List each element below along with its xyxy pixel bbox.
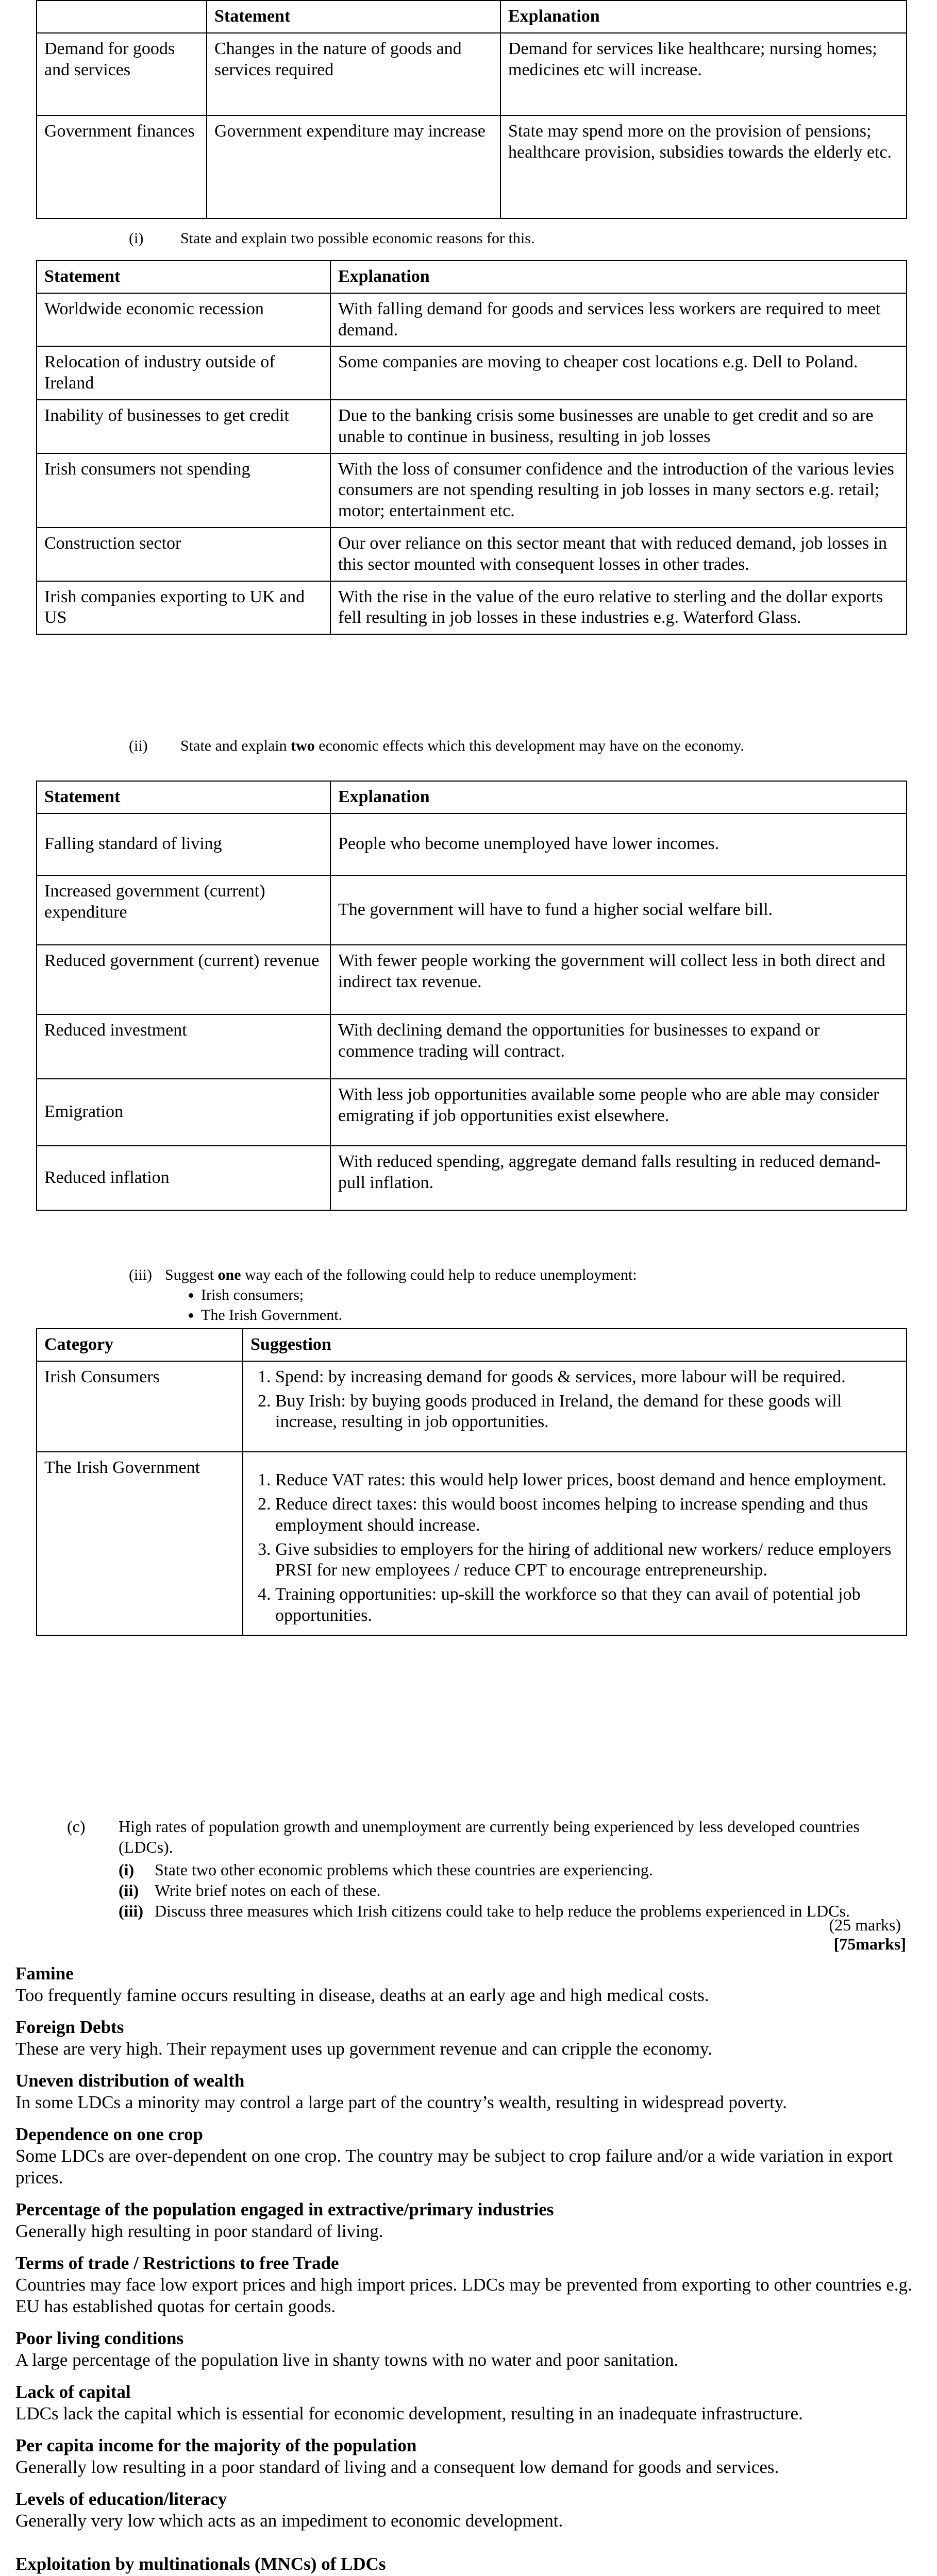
- table-cell: Irish companies exporting to UK and US: [37, 581, 330, 635]
- problem-heading: Poor living conditions: [15, 2328, 184, 2348]
- suggestion-list: [250, 1470, 899, 1626]
- question-text: economic effects which this development may have on the economy.: [314, 737, 744, 754]
- table-row: [37, 814, 907, 875]
- list-item: 3. Give subsidies to employers for the hiring of additional new workers/ reduce employers PRSI for new employees / reduce CPT to encourage entrepreneurship.: [275, 1539, 899, 1582]
- problem-item: [15, 2488, 912, 2532]
- table-cell: With fewer people working the government will collect less in both direct and indirect tax revenue.: [330, 945, 907, 1014]
- table-cell: Increased government (current) expenditure: [37, 875, 330, 945]
- table-cell: With falling demand for goods and services less workers are required to meet demand.: [330, 293, 907, 347]
- table-unemployment-reasons: [36, 260, 907, 635]
- table-header: Explanation: [330, 261, 907, 293]
- table-cell: The Irish Government: [37, 1452, 243, 1635]
- table-cell: [243, 1361, 907, 1452]
- table-cell: Changes in the nature of goods and services required: [207, 33, 500, 115]
- question-number: (iii): [119, 1902, 143, 1920]
- table-header: Statement: [37, 261, 330, 293]
- question-c: [67, 1816, 907, 1921]
- problem-item: [15, 2435, 912, 2478]
- problem-text: These are very high. Their repayment uses up government revenue and can cripple the economy.: [15, 2039, 712, 2059]
- table-header: Statement: [207, 1, 500, 33]
- question-label: (c): [67, 1817, 86, 1836]
- question-text: State and explain two possible economic reasons for this.: [180, 230, 535, 247]
- question-text-bold: two: [291, 737, 315, 754]
- problem-heading: Levels of education/literacy: [15, 2489, 227, 2509]
- problem-item: [15, 2016, 912, 2060]
- problem-text: Generally high resulting in poor standard of living.: [15, 2221, 383, 2241]
- table-cell: Irish consumers not spending: [37, 453, 330, 528]
- table-row: [37, 1014, 907, 1079]
- table-header: Explanation: [500, 1, 907, 33]
- table-row: [37, 875, 907, 945]
- table-cell: Irish Consumers: [37, 1361, 243, 1452]
- problem-item: [15, 2124, 912, 2189]
- question-text: Write brief notes on each of these.: [155, 1881, 381, 1900]
- problem-heading: Uneven distribution of wealth: [15, 2071, 245, 2091]
- table-row: [37, 1079, 907, 1146]
- table-cell: People who become unemployed have lower incomes.: [330, 814, 907, 875]
- question-text: way each of the following could help to reduce unemployment:: [241, 1266, 637, 1283]
- table-greying-effects: [36, 0, 907, 219]
- table-row: [37, 453, 907, 528]
- table-cell: State may spend more on the provision of pensions; healthcare provision, subsidies towards the elderly etc.: [500, 115, 907, 218]
- problem-heading: Foreign Debts: [15, 2017, 124, 2037]
- suggestion-list: [250, 1367, 899, 1433]
- table-unemployment-effects: [36, 781, 907, 1211]
- table-cell: Construction sector: [37, 528, 330, 581]
- list-item: 1. Reduce VAT rates: this would help lower prices, boost demand and hence employment.: [275, 1470, 899, 1491]
- table-cell: Worldwide economic recession: [37, 293, 330, 347]
- table-cell: Emigration: [37, 1079, 330, 1146]
- table-row: [37, 33, 907, 115]
- table-cell: Reduced investment: [37, 1014, 330, 1079]
- table-cell: Reduced government (current) revenue: [37, 945, 330, 1014]
- question-text: State two other economic problems which these countries are experiencing.: [155, 1860, 653, 1879]
- table-cell: [243, 1452, 907, 1635]
- problem-text: LDCs lack the capital which is essential for economic development, resulting in an inadequate infrastructure.: [15, 2403, 803, 2424]
- table-suggestions: [36, 1328, 907, 1636]
- table-row: [37, 400, 907, 453]
- problem-heading: Lack of capital: [15, 2382, 131, 2402]
- problem-item: [15, 2070, 912, 2113]
- problem-text: Generally low resulting in a poor standard of living and a consequent low demand for goods and services.: [15, 2457, 779, 2477]
- list-item: 2. Buy Irish: by buying goods produced in Ireland, the demand for these goods will increase, resulting in job opportunities.: [275, 1391, 899, 1433]
- list-item: • The Irish Government.: [201, 1305, 637, 1325]
- question-text-bold: one: [217, 1266, 241, 1283]
- question-number: (iii): [129, 1266, 152, 1283]
- problem-heading: Dependence on one crop: [15, 2124, 203, 2144]
- table-cell: With declining demand the opportunities for businesses to expand or commence trading will contract.: [330, 1014, 907, 1079]
- table-cell: Demand for services like healthcare; nursing homes; medicines etc will increase.: [500, 33, 907, 115]
- table-cell: Due to the banking crisis some businesses are unable to get credit and so are unable to continue in business, resulting in job losses: [330, 400, 907, 453]
- marks-label: (25 marks): [829, 1916, 901, 1934]
- table-cell: With reduced spending, aggregate demand falls resulting in reduced demand-pull inflation.: [330, 1146, 907, 1210]
- table-cell: Government finances: [37, 115, 207, 218]
- table-cell: Government expenditure may increase: [207, 115, 500, 218]
- table-cell: With less job opportunities available some people who are able may consider emigrating if job opportunities exist elsewhere.: [330, 1079, 907, 1146]
- table-cell: Some companies are moving to cheaper cost locations e.g. Dell to Poland.: [330, 346, 907, 400]
- table-row: [37, 1361, 907, 1452]
- table-row: [37, 115, 907, 218]
- list-item: 2. Reduce direct taxes: this would boost incomes helping to increase spending and thus employment should increase.: [275, 1494, 899, 1536]
- table-cell: The government will have to fund a higher social welfare bill.: [330, 875, 907, 945]
- problem-item: [15, 2328, 912, 2371]
- problem-item: [15, 2553, 912, 2576]
- problem-item: [15, 2381, 912, 2425]
- problem-text: In some LDCs a minority may control a large part of the country’s wealth, resulting in widespread poverty.: [15, 2092, 787, 2112]
- question-text: High rates of population growth and unemployment are currently being experienced by less developed countries (LDCs).: [119, 1817, 860, 1856]
- table-cell: Demand for goods and services: [37, 33, 207, 115]
- problem-text: Generally very low which acts as an impediment to economic development.: [15, 2511, 563, 2531]
- table-header: [37, 1, 207, 33]
- problem-item: [15, 2252, 912, 2317]
- question-number: (i): [119, 1860, 135, 1879]
- problem-item: [15, 2199, 912, 2242]
- table-cell: Inability of businesses to get credit: [37, 400, 330, 453]
- table-header: Category: [37, 1329, 243, 1361]
- list-item: • Irish consumers;: [201, 1285, 637, 1305]
- table-row: [37, 945, 907, 1014]
- problem-item: [15, 1963, 912, 2006]
- problems-section: [15, 1963, 912, 2576]
- bullet-list: [175, 1285, 637, 1325]
- table-cell: Falling standard of living: [37, 814, 330, 875]
- question-text: Suggest: [165, 1266, 218, 1283]
- table-cell: Our over reliance on this sector meant that with reduced demand, job losses in this sector mounted with consequent losses in other trades.: [330, 528, 907, 581]
- question-b-iii: [129, 1265, 637, 1325]
- problem-heading: Terms of trade / Restrictions to free Trade: [15, 2253, 339, 2273]
- question-number: (i): [129, 230, 144, 247]
- table-header: Explanation: [330, 781, 907, 814]
- problem-text: Too frequently famine occurs resulting in disease, deaths at an early age and high medical costs.: [15, 1985, 709, 2005]
- question-b-i: [129, 229, 534, 248]
- table-header: Suggestion: [243, 1329, 907, 1361]
- question-number: (ii): [119, 1881, 139, 1900]
- problem-text: Some LDCs are over-dependent on one crop. The country may be subject to crop failure and/or a wide variation in export prices.: [15, 2146, 893, 2188]
- problem-text: A large percentage of the population live in shanty towns with no water and poor sanitation.: [15, 2350, 679, 2370]
- question-number: (ii): [129, 737, 148, 754]
- question-text: State and explain: [180, 737, 291, 754]
- table-row: [37, 581, 907, 635]
- table-row: [37, 528, 907, 581]
- table-row: [37, 1146, 907, 1210]
- table-header: Statement: [37, 781, 330, 814]
- list-item: 4. Training opportunities: up-skill the workforce so that they can avail of potential job opportunities.: [275, 1584, 899, 1626]
- table-row: [37, 1452, 907, 1635]
- question-b-ii: [129, 737, 744, 756]
- table-row: [37, 293, 907, 347]
- problem-heading: Per capita income for the majority of the population: [15, 2435, 417, 2455]
- problem-heading: Exploitation by multinationals (MNCs) of LDCs: [15, 2554, 386, 2574]
- table-row: [37, 346, 907, 400]
- table-cell: With the loss of consumer confidence and the introduction of the various levies consumers are not spending resulting in job losses in many sectors e.g. retail; motor; entertainment etc.: [330, 453, 907, 528]
- problem-text: Countries may face low export prices and high import prices. LDCs may be prevented from exporting to other countries e.g. EU has established quotas for certain goods.: [15, 2275, 912, 2316]
- list-item: 1. Spend: by increasing demand for goods & services, more labour will be required.: [275, 1367, 899, 1388]
- total-marks-label: [75marks]: [833, 1935, 906, 1953]
- table-cell: Reduced inflation: [37, 1146, 330, 1210]
- table-cell: Relocation of industry outside of Ireland: [37, 346, 330, 400]
- problem-heading: Famine: [15, 1963, 74, 1984]
- problem-heading: Percentage of the population engaged in extractive/primary industries: [15, 2199, 554, 2219]
- table-cell: With the rise in the value of the euro relative to sterling and the dollar exports fell resulting in job losses in these industries e.g. Waterford Glass.: [330, 581, 907, 635]
- question-text: Discuss three measures which Irish citizens could take to help reduce the problems experienced in LDCs.: [155, 1902, 850, 1920]
